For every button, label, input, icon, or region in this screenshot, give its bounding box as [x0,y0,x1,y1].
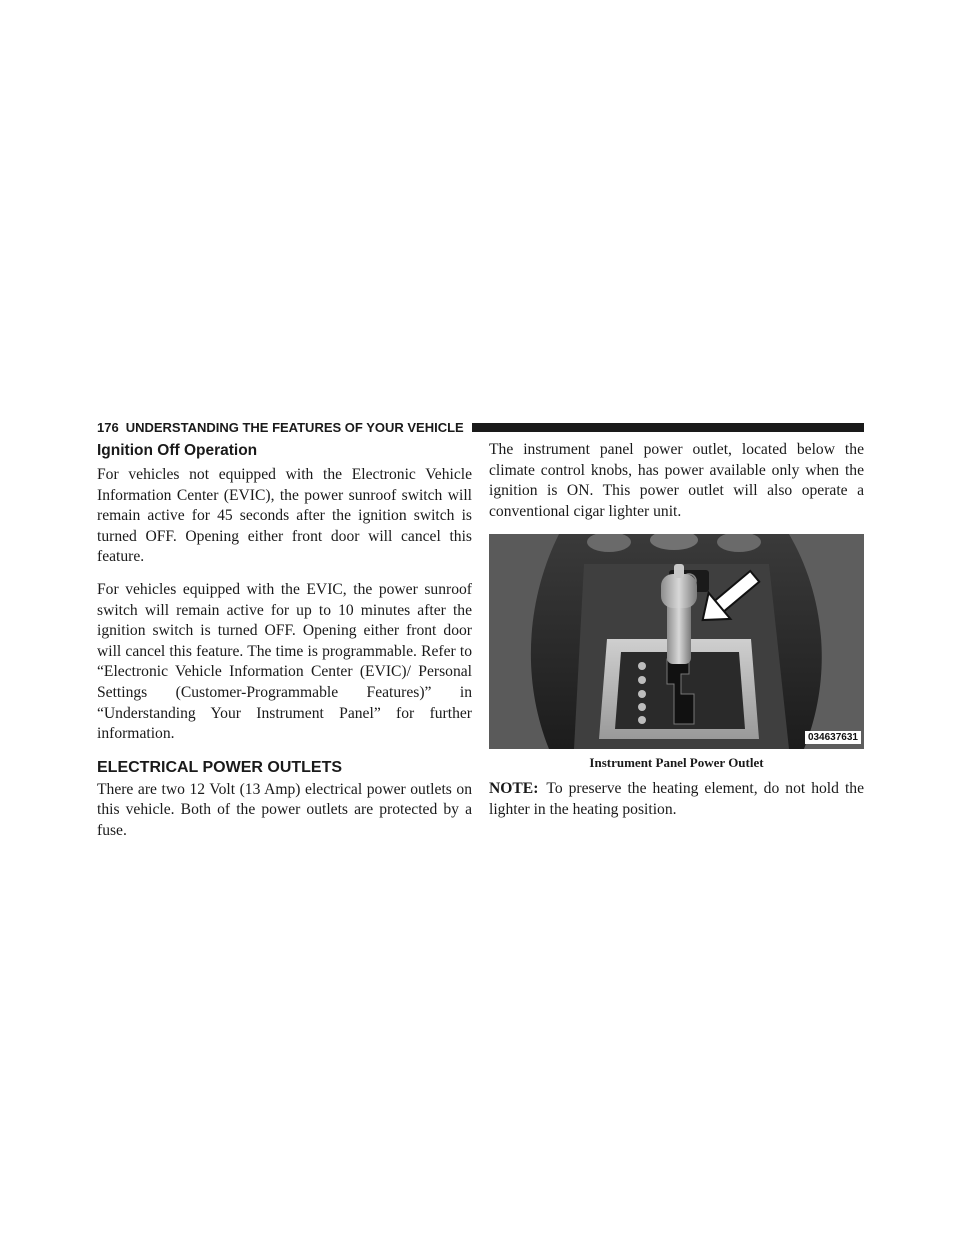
right-column [489,440,864,833]
header-rule [472,423,864,432]
ignition-para-evic: For vehicles equipped with the EVIC, the power sunroof switch will remain active for up to 10 minutes after the ignition switch is turned OFF. Opening either front door will cancel this feature. The time is programmable. Refer to “Electronic Vehicle Information Center (EVIC)/ Personal Settings (Customer-Programmable Features)” in “Understanding Your Instrument Panel” for further information. [97,580,472,743]
power-outlet-photo [489,534,864,749]
note-text: To preserve the heating element, do not hold the lighter in the heating position. [489,780,864,818]
note-paragraph [489,779,864,820]
figure-caption: Instrument Panel Power Outlet [589,755,764,771]
page-header [97,418,864,436]
power-outlets-para: There are two 12 Volt (13 Amp) electrical power outlets on this vehicle. Both of the power outlets are protected by a fuse. [97,780,472,839]
left-column [97,440,472,854]
ignition-para-no-evic: For vehicles not equipped with the Electronic Vehicle Information Center (EVIC), the power sunroof switch will remain active for 45 seconds after the ignition switch is turned OFF. Opening either front door will cancel this feature. [97,466,472,566]
figure-id-label: 034637631 [805,731,861,744]
note-label: NOTE: [489,780,539,798]
console-illustration [489,534,864,749]
page-number: 176 [97,419,119,435]
power-outlets-heading: ELECTRICAL POWER OUTLETS [97,758,343,776]
instrument-outlet-para: The instrument panel power outlet, located below the climate control knobs, has power available only when the ignition is ON. This power outlet will also operate a conventional cigar lighter unit. [489,441,864,520]
ignition-off-heading: Ignition Off Operation [97,442,258,459]
header-title: UNDERSTANDING THE FEATURES OF YOUR VEHICLE [125,419,464,435]
